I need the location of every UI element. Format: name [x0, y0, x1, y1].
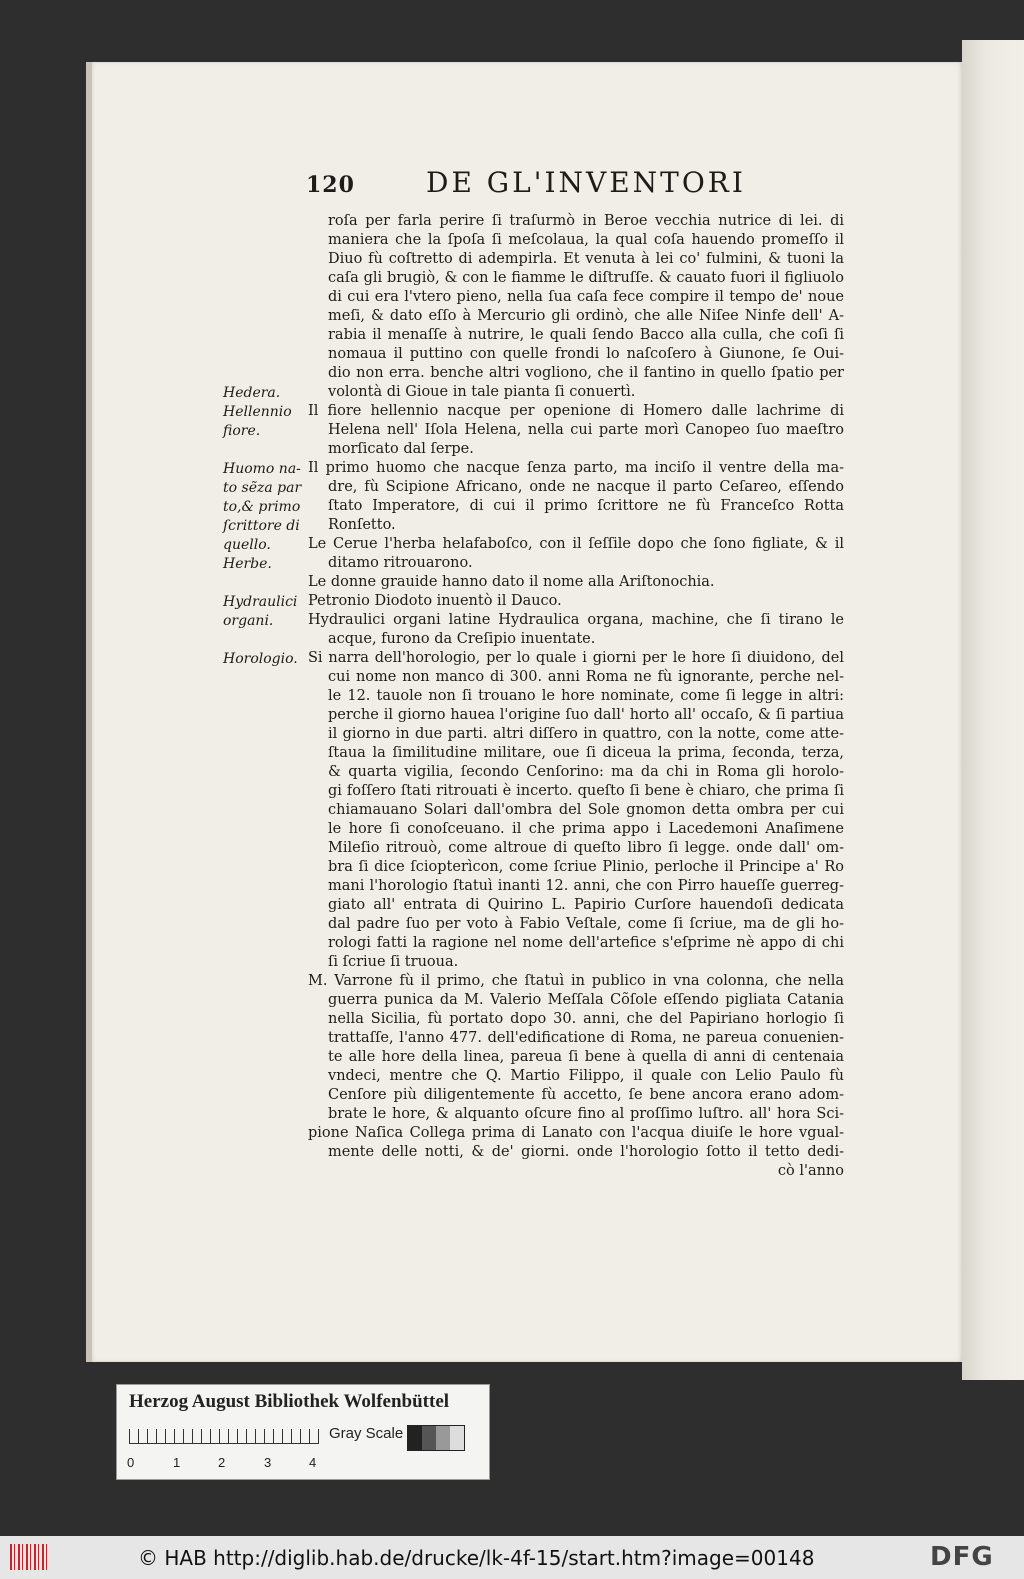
text-line: ſtaua la ſimilitudine militare, oue ſi diceua la prima, ſeconda, terza, [328, 745, 844, 761]
margin-note: Horologio. [223, 651, 298, 667]
color-scale-card [116, 1384, 490, 1480]
text-line: vndeci, mentre che Q. Martio Filippo, il quale con Lelio Paulo fù [328, 1068, 844, 1084]
text-line: maniera che la ſpoſa ſi meſcolaua, la qual coſa hauendo promeſſo il [328, 232, 844, 248]
margin-note: fiore. [223, 423, 261, 439]
text-line: Mileſio ritrouò, come altroue di queſto libro ſi legge. onde dall' om- [328, 840, 844, 856]
text-line: caſa gli brugiò, & con le fiamme le diſtruſſe. & cauato fuori il figliuolo [328, 270, 844, 286]
ruler-number: 2 [218, 1455, 226, 1470]
text-line: cui nome non manco di 300. anni Roma ne fù ignorante, perche nel- [328, 669, 844, 685]
text-line: guerra punica da M. Valerio Meſſala Cõſole eſſendo pigliata Catania [328, 992, 844, 1008]
text-line: acque, furono da Creſipio inuentate. [328, 631, 596, 647]
text-line: mani l'horologio ſtatuì inanti 12. anni, che con Pirro haueſſe guerreg- [328, 878, 844, 894]
text-line: rologi fatti la ragione nel nome dell'artefice s'eſprime nè appo di chi [328, 935, 844, 951]
margin-note: Hedera. [223, 385, 281, 401]
page-number: 120 [306, 172, 355, 198]
book-page [86, 62, 962, 1362]
text-line: chiamauano Solari dall'ombra del Sole gnomon detta ombra per cui [328, 802, 844, 818]
text-line: Le Cerue l'herba helafaboſco, con il ſeſſile dopo che ſono figliate, & il [308, 536, 844, 552]
text-line: nomaua il puttino con quelle frondi lo naſcoſero à Giunone, ſe Oui- [328, 346, 844, 362]
grayscale-label: Gray Scale [329, 1425, 404, 1442]
margin-note: to,& primo [223, 499, 301, 515]
text-line: Hydraulici organi latine Hydraulica organa, machine, che ſi tirano le [308, 612, 844, 628]
text-line: meſi, & dato eſſo à Mercurio gli ordinò, che alle Niſee Ninfe dell' A- [328, 308, 844, 324]
text-line: le hore ſi conoſceuano. il che prima appo i Lacedemoni Anaſimene [328, 821, 844, 837]
text-line: volontà di Gioue in tale pianta ſi conuertì. [328, 384, 636, 400]
grayscale-swatch [407, 1425, 465, 1451]
margin-note: quello. [223, 537, 271, 553]
text-line: giato all' entrata di Quirino L. Papirio Curſore hauendoſi dedicata [328, 897, 844, 913]
text-line: Il primo huomo che nacque ſenza parto, ma inciſo il ventre della ma- [308, 460, 844, 476]
text-line: brate le hore, & alquanto oſcure fino al proſſimo luſtro. all' hora Sci- [328, 1106, 844, 1122]
text-line: M. Varrone fù il primo, che ſtatuì in publico in vna colonna, che nella [308, 973, 844, 989]
ruler-number: 3 [264, 1455, 272, 1470]
text-line: pione Naſica Collega prima di Lanato con l'acqua diuiſe le hore vgual- [308, 1125, 844, 1141]
text-line: Il fiore hellennio nacque per openione di Homero dalle lachrime di [308, 403, 844, 419]
text-line: bra ſi dice ſciopterìcon, come ſcriue Plinio, perloche il Principe a' Ro [328, 859, 844, 875]
text-line: ſi ſcriue ſi truoua. [328, 954, 459, 970]
margin-note: ſcrittore di [223, 518, 300, 534]
text-line: le 12. tauole non ſi trouano le hore nominate, come ſi legge in altri: [328, 688, 844, 704]
ruler-number: 1 [173, 1455, 181, 1470]
text-line: nella Sicilia, fù portato dopo 30. anni, che del Papiriano horlogio ſi [328, 1011, 844, 1027]
text-line: ditamo ritrouarono. [328, 555, 473, 571]
facing-page-edge [962, 40, 1024, 1380]
text-line: Petronio Diodoto inuentò il Dauco. [308, 593, 562, 609]
ruler [129, 1429, 319, 1444]
text-line: Ronſetto. [328, 517, 396, 533]
text-line: & quarta vigilia, ſecondo Cenſorino: ma da chi in Roma gli horolo- [328, 764, 844, 780]
text-line: mente delle notti, & de' giorni. onde l'horologio ſotto il tetto dedi- [328, 1144, 844, 1160]
text-line: gi foſſero ſtati ritrouati è incerto. queſto ſi bene è chiaro, che prima ſi [328, 783, 844, 799]
margin-note: Hellennio [223, 404, 292, 420]
catchword: cò l'anno [777, 1163, 844, 1179]
margin-note: to sẽza par [223, 480, 302, 496]
text-line: trattaſſe, l'anno 477. dell'edificatione di Roma, ne pareua conuenien- [328, 1030, 844, 1046]
running-title: DE GL'INVENTORI [426, 166, 746, 199]
running-head [306, 166, 826, 202]
footer-bar [0, 1536, 1024, 1579]
text-line: ſtato Imperatore, di cui il primo ſcrittore ne fù Franceſco Rotta [328, 498, 844, 514]
margin-note: Herbe. [223, 556, 272, 572]
text-line: Helena nell' Iſola Helena, nella cui parte morì Canopeo ſuo maeſtro [328, 422, 844, 438]
text-line: rabia il menaſſe à nutrire, le quali ſendo Bacco alla culla, che coſi ſi [328, 327, 844, 343]
text-line: roſa per farla perire ſi traſurmò in Beroe vecchia nutrice di lei. di [328, 213, 844, 229]
text-line: Si narra dell'horologio, per lo quale i giorni per le hore ſi diuidono, del [308, 650, 844, 666]
text-line: perche il giorno hauea l'origine ſuo dall' horto all' occaſo, & ſi partiua [328, 707, 844, 723]
margin-note: Huomo na- [223, 461, 301, 477]
margin-note: Hydraulici [223, 594, 298, 610]
text-line: te alle hore della linea, pareua ſi bene à quella di anni di centenaia [328, 1049, 844, 1065]
ruler-number: 4 [309, 1455, 317, 1470]
margin-note: organi. [223, 613, 274, 629]
text-line: Cenſore più diligentemente fù accetto, ſe bene ancora erano adom- [328, 1087, 844, 1103]
text-line: Le donne grauide hanno dato il nome alla Ariſtonochia. [308, 574, 715, 590]
text-line: di cui era l'vtero pieno, nella ſua caſa fece compire il tempo de' noue [328, 289, 844, 305]
ruler-number: 0 [127, 1455, 135, 1470]
text-line: il giorno in due parti. altri diſſero in quattro, con la notte, come atte- [328, 726, 844, 742]
text-line: dre, fù Scipione Africano, onde ne nacque il parto Ceſareo, eſſendo [328, 479, 844, 495]
library-name: Herzog August Bibliothek Wolfenbüttel [129, 1391, 450, 1412]
barcode-icon [10, 1544, 50, 1570]
copyright-url[interactable]: © HAB http://diglib.hab.de/drucke/lk-4f-15/start.htm?image=00148 [138, 1546, 815, 1570]
text-line: morſicato dal ſerpe. [328, 441, 474, 457]
text-line: dio non erra. benche altri vogliono, che il fantino in quello ſpatio per [328, 365, 844, 381]
text-line: Diuo fù coſtretto di adempirla. Et venuta à lei co' fulmini, & tuoni la [328, 251, 844, 267]
dfg-logo: DFG [930, 1542, 994, 1572]
text-line: dal padre ſuo per voto à Fabio Veſtale, come ſi ſcriue, ma de gli ho- [328, 916, 844, 932]
